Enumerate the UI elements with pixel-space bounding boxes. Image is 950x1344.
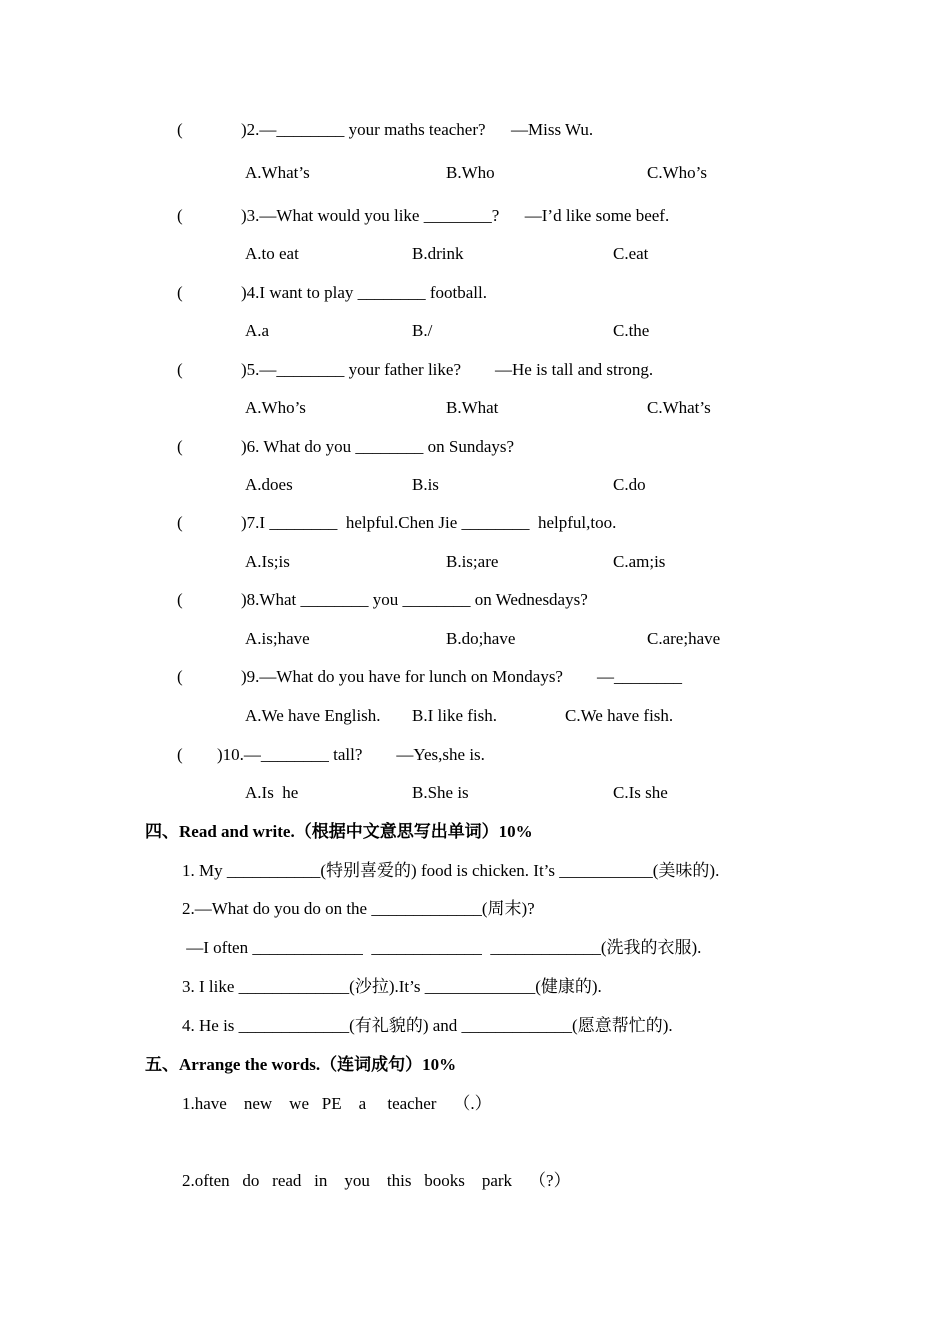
question-4-stem: )4.I want to play ________ football. [241, 283, 487, 302]
question-6-paren: ( [177, 437, 183, 456]
question-3-option-a: A.to eat [245, 244, 299, 263]
section-4-line-5: 4. He is _____________(有礼貌的) and _____________(愿意帮忙的). [182, 1016, 673, 1035]
question-10-paren: ( [177, 745, 183, 764]
question-5-stem: )5.—________ your father like? —He is tall and strong. [241, 360, 654, 379]
question-9-option-a: A.We have English. [245, 706, 381, 725]
question-7-stem: )7.I ________ helpful.Chen Jie ________ helpful,too. [241, 513, 617, 532]
section-4-line-2: 2.—What do you do on the _____________(周末)? [182, 899, 535, 918]
question-10-option-b: B.She is [412, 783, 469, 802]
section-4-line-3: —I often _____________ _____________ _____________(洗我的衣服). [182, 938, 702, 957]
question-9-stem: )9.—What do you have for lunch on Mondays? —________ [241, 667, 682, 686]
section-5-title: 五、Arrange the words.（连词成句）10% [145, 1055, 457, 1074]
question-6-stem: )6. What do you ________ on Sundays? [241, 437, 515, 456]
question-2-option-a: A.What’s [245, 163, 310, 182]
question-6-option-c: C.do [613, 475, 646, 494]
question-4-option-c: C.the [613, 321, 650, 340]
question-5-option-a: A.Who’s [245, 398, 306, 417]
question-2-option-c: C.Who’s [647, 163, 707, 182]
question-7-paren: ( [177, 513, 183, 532]
question-8-option-c: C.are;have [647, 629, 721, 648]
section-4-line-1: 1. My ___________(特别喜爱的) food is chicken. It’s ___________(美味的). [182, 861, 720, 880]
question-4-option-a: A.a [245, 321, 270, 340]
question-4-paren: ( [177, 283, 183, 302]
question-6-option-b: B.is [412, 475, 439, 494]
question-10-stem: )10.—________ tall? —Yes,she is. [217, 745, 485, 764]
question-9-option-c: C.We have fish. [565, 706, 674, 725]
question-5-option-c: C.What’s [647, 398, 711, 417]
question-10-option-a: A.Is he [245, 783, 299, 802]
question-7-option-b: B.is;are [446, 552, 499, 571]
question-8-option-a: A.is;have [245, 629, 310, 648]
question-3-option-c: C.eat [613, 244, 649, 263]
question-2-option-b: B.Who [446, 163, 495, 182]
question-2-paren: ( [177, 120, 183, 139]
question-6-option-a: A.does [245, 475, 293, 494]
question-8-option-b: B.do;have [446, 629, 516, 648]
section-5-line-1: 1.have new we PE a teacher （.） [182, 1094, 492, 1113]
question-5-option-b: B.What [446, 398, 499, 417]
section-5-line-2: 2.often do read in you this books park （?） [182, 1171, 571, 1190]
question-2-stem: )2.—________ your maths teacher? —Miss Wu. [241, 120, 594, 139]
question-7-option-c: C.am;is [613, 552, 666, 571]
section-4-title: 四、Read and write.（根据中文意思写出单词）10% [145, 822, 533, 841]
question-3-stem: )3.—What would you like ________? —I’d like some beef. [241, 206, 670, 225]
section-4-line-4: 3. I like _____________(沙拉).It’s _____________(健康的). [182, 977, 602, 996]
question-7-option-a: A.Is;is [245, 552, 290, 571]
question-8-stem: )8.What ________ you ________ on Wednesdays? [241, 590, 588, 609]
question-8-paren: ( [177, 590, 183, 609]
question-3-paren: ( [177, 206, 183, 225]
question-9-paren: ( [177, 667, 183, 686]
question-5-paren: ( [177, 360, 183, 379]
question-10-option-c: C.Is she [613, 783, 668, 802]
question-9-option-b: B.I like fish. [412, 706, 497, 725]
question-3-option-b: B.drink [412, 244, 464, 263]
question-4-option-b: B./ [412, 321, 433, 340]
